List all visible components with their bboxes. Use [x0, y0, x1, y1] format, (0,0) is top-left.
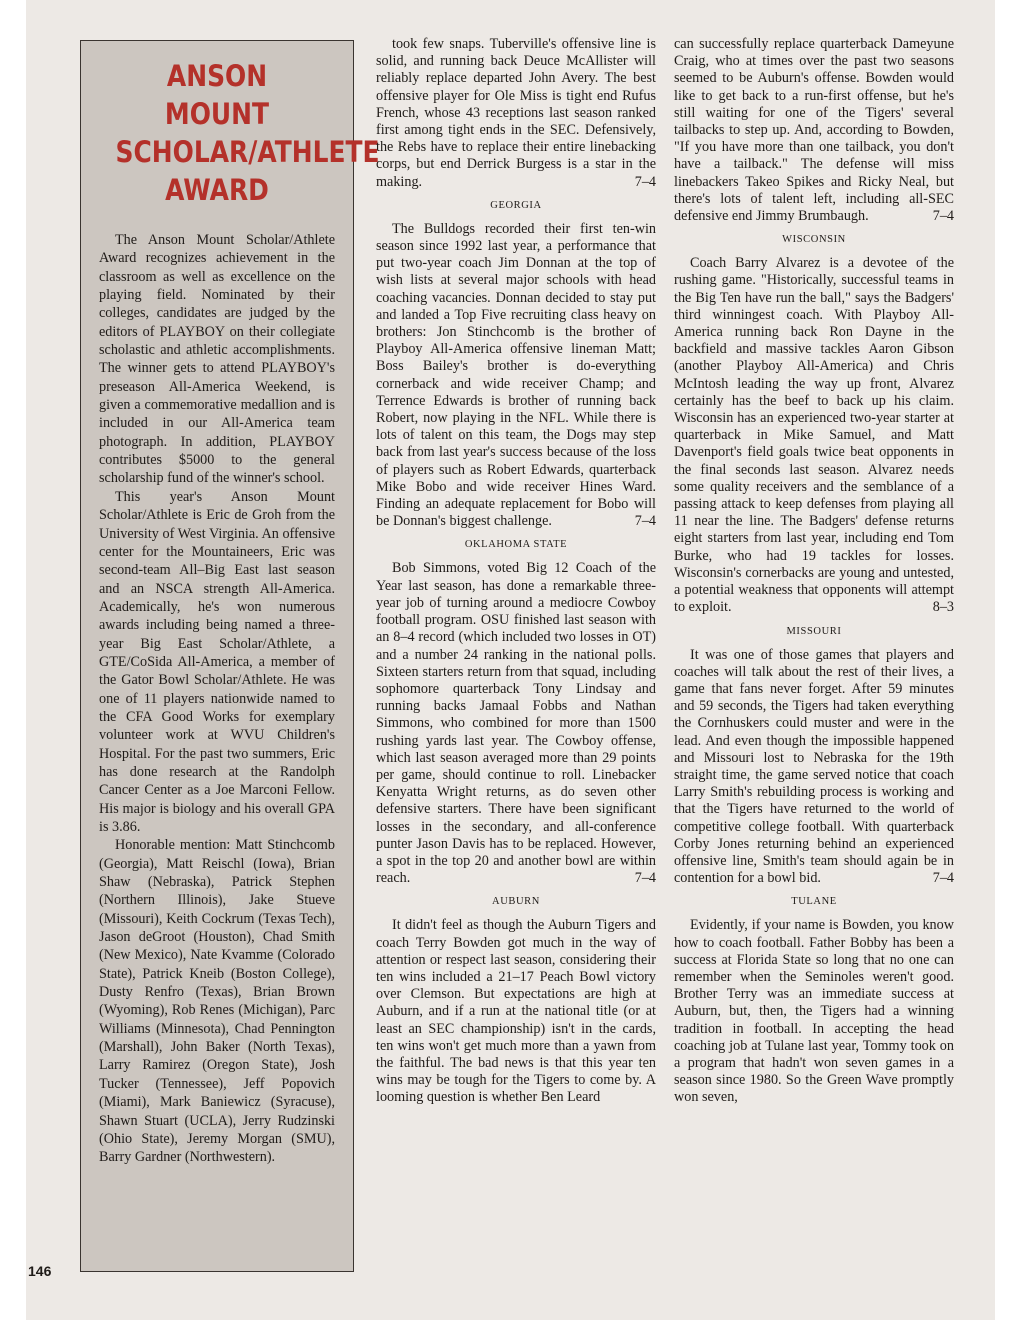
- section-heading-oklahoma-state: OKLAHOMA STATE: [464, 539, 568, 551]
- award-winner-paragraph: This year's Anson Mount Scholar/Athlete is Eric de Groh from the University of West Virginia. An offensive center for the Mountaineers, Eric was second-team All–Big East last season and an NSCA strength All-America. Academically, he's won numerous awards including being named a three-year Big East Scholar/Athlete, a GTE/CoSida All-America, a member of the Gator Bowl Scholar/Athlete. He was one of 11 players nationwide named to the CFA Good Works for exemplary volunteer work at WVU Children's Hospital. For the past two summers, Eric has done research at the Randolph Cancer Center as a Joe Marconi Fellow. His major is biology and his overall GPA is 3.86.: [99, 488, 335, 835]
- section-heading-georgia: GEORGIA: [490, 199, 542, 211]
- wisconsin-paragraph: Coach Barry Alvarez is a devotee of the rushing game. "Historically, successful teams in the Big Ten have run the ball," says the Badgers' third winningest coach. With Playboy All-America running back Ron Dayne in the backfield and massive tackles Aaron Gibson (another Playboy All-America) and Chris McIntosh leading the way up front, Alvarez certainly has the beef to back up his claim. Wisconsin has an experienced two-year starter at quarterback in Mike Samuel, and Matt Davenport's field goals twice beat opponents in the final seconds last season. Alvarez needs some quality receivers and the semblance of a passing attack to keep defenses from playing all 11 near the line. The Badgers' defense returns eight starters from last year, including end Tom Burke, who had 19 tackles for losses. Wisconsin's cornerbacks are young and untested, a potential weakness that opponents will attempt to exploit. 8–3: [674, 255, 954, 616]
- text-column-2: [674, 36, 954, 1107]
- section-heading-tulane: TULANE: [791, 896, 837, 908]
- text-column-1: [376, 36, 656, 1107]
- team-record: 7–4: [634, 870, 656, 887]
- team-record: 7–4: [932, 870, 954, 887]
- honorable-mention: Honorable mention: Matt Stinchcomb (Georgia), Matt Reischl (Iowa), Brian Shaw (Nebraska), Patrick Stephen (Northern Illinois), Jake Stueve (Missouri), Keith Cockrum (Texas Tech), Jason deGroot (Houston), Chad Smith (New Mexico), Nate Kvamme (Colorado State), Patrick Kneib (Boston College), Dusty Renfro (Texas), Brian Brown (Wyoming), Rob Renes (Michigan), Parc Williams (Minnesota), Chad Pennington (Marshall), John Baker (North Texas), Larry Ramirez (Oregon State), Josh Tucker (Tennessee), Jeff Popovich (Miami), Mark Baniewicz (Syracuse), Shawn Stuart (UCLA), Jerry Rudzinski (Ohio State), Jeremy Morgan (SMU), Barry Gardner (Northwestern).: [99, 837, 335, 1166]
- section-heading-auburn: AUBURN: [492, 896, 540, 908]
- tulane-paragraph: Evidently, if your name is Bowden, you know how to coach football. Father Bobby has been a success at Florida State so long that no one can remember when the Seminoles weren't good. Brother Terry was an immediate success at Auburn, but, then, the Tigers had a winning tradition in football. In accepting the head coaching job at Tulane last year, Tommy took on a program that hadn't won seven games in a season since 1980. So the Green Wave promptly won seven,: [674, 917, 954, 1106]
- team-record: 7–4: [634, 513, 656, 530]
- award-title: ANSON MOUNT SCHOLAR/ATHLETE AWARD: [115, 59, 380, 207]
- auburn-continued: can successfully replace quarterback Dameyune Craig, who at times over the past two seasons seemed to be Auburn's offense. Bowden would like to get back to a run-first offense, but he's still waiting for one of the Tigers' several tailbacks to step up. And, according to Bowden, "If you have more than one tailback, you don't have a tailback." The defense will miss linebackers Takeo Spikes and Ricky Neal, but there's lots of talent left, including all-SEC defensive end Jimmy Brumbaugh. 7–4: [674, 36, 954, 225]
- section-heading-missouri: MISSOURI: [786, 625, 842, 637]
- award-sidebar: [80, 40, 380, 1272]
- page-number: 146: [28, 1263, 52, 1279]
- missouri-paragraph: It was one of those games that players and coaches will talk about the rest of their lives, a game that fans never forget. After 59 minutes and 59 seconds, the Tigers had taken everything the Cornhuskers could muster and were in the lead. And even though the impossible happened and Missouri lost to Nebraska for the 19th straight time, the game served notice that coach Larry Smith's rebuilding process is working and that the Tigers have returned to the world of competitive college football. With quarterback Corby Jones returning behind an experienced offensive line, Smith's team should again be in contention for a bowl bid. 7–4: [674, 646, 954, 887]
- section-heading-wisconsin: WISCONSIN: [782, 234, 846, 246]
- auburn-paragraph: It didn't feel as though the Auburn Tigers and coach Terry Bowden got much in the way of attention or respect last season, considering their ten wins included a 21–17 Peach Bowl victory over Clemson. But expectations are high at Auburn, and if a run at the national title (or at least an SEC championship) isn't in the cards, ten wins won't get much more than a yawn from the faithful. The bad news is that this year ten wins may be tough for the Tigers to come by. A looming question is whether Ben Leard: [376, 917, 656, 1106]
- oklahoma-state-paragraph: Bob Simmons, voted Big 12 Coach of the Year last season, has done a remarkable three-year job of turning around a mediocre Cowboy football program. OSU finished last season with an 8–4 record (which included two losses in OT) and a number 24 ranking in the national polls. Sixteen starters return from that squad, including sophomore quarterback Tony Lindsay and running backs Jamaal Fobbs and Nathan Simmons, who combined for more than 1500 rushing yards last year. The Cowboy offense, which last season averaged more than 29 points per game, should continue to roll. Linebacker Kenyatta Wright returns, as do seven other defensive starters. There have been significant losses in the secondary, and all-conference punter Jason Davis has to be replaced. However, a spot in the top 20 and another bowl are within reach. 7–4: [376, 560, 656, 887]
- georgia-paragraph: The Bulldogs recorded their first ten-win season since 1992 last year, a performance that put two-year coach Jim Donnan at the top of wish lists at several major schools with head coaching vacancies. Donnan decided to stay put and landed a Top Five recruiting class heavy on brothers: Jon Stinchcomb is the brother of Playboy All-America offensive lineman Matt; Boss Bailey's brother is do-everything cornerback and wide receiver Champ; and Terrence Edwards is brother of running back Robert, now playing in the NFL. While there is lots of talent on this team, the Dogs may step back from last year's success because of the loss of players such as Robert Edwards, quarterback Mike Bobo and wide receiver Hines Ward. Finding an adequate replacement for Bobo will be Donnan's biggest challenge. 7–4: [376, 220, 656, 530]
- team-record: 8–3: [932, 599, 954, 616]
- award-description: The Anson Mount Scholar/Athlete Award recognizes achievement in the classroom as well as excellence on the playing field. Nominated by their colleges, candidates are judged by the editors of PLAYBOY on their collegiate scholastic and athletic accomplishments. The winner gets to attend PLAYBOY's preseason All-America Weekend, is given a commemorative medallion and is included in our All-America team photograph. In addition, PLAYBOY contributes $5000 to the general scholarship fund of the winner's school.: [99, 232, 335, 487]
- team-record: 7–4: [634, 173, 656, 190]
- team-record: 7–4: [932, 208, 954, 225]
- ole-miss-continued: took few snaps. Tuberville's offensive line is solid, and running back Deuce McAllister will reliably replace departed John Avery. The best offensive player for Ole Miss is tight end Rufus French, whose 43 receptions last season ranked first among tight ends in the SEC. Defensively, the Rebs have to replace their entire linebacking corps, but end Derrick Burgess is a star in the making. 7–4: [376, 36, 656, 190]
